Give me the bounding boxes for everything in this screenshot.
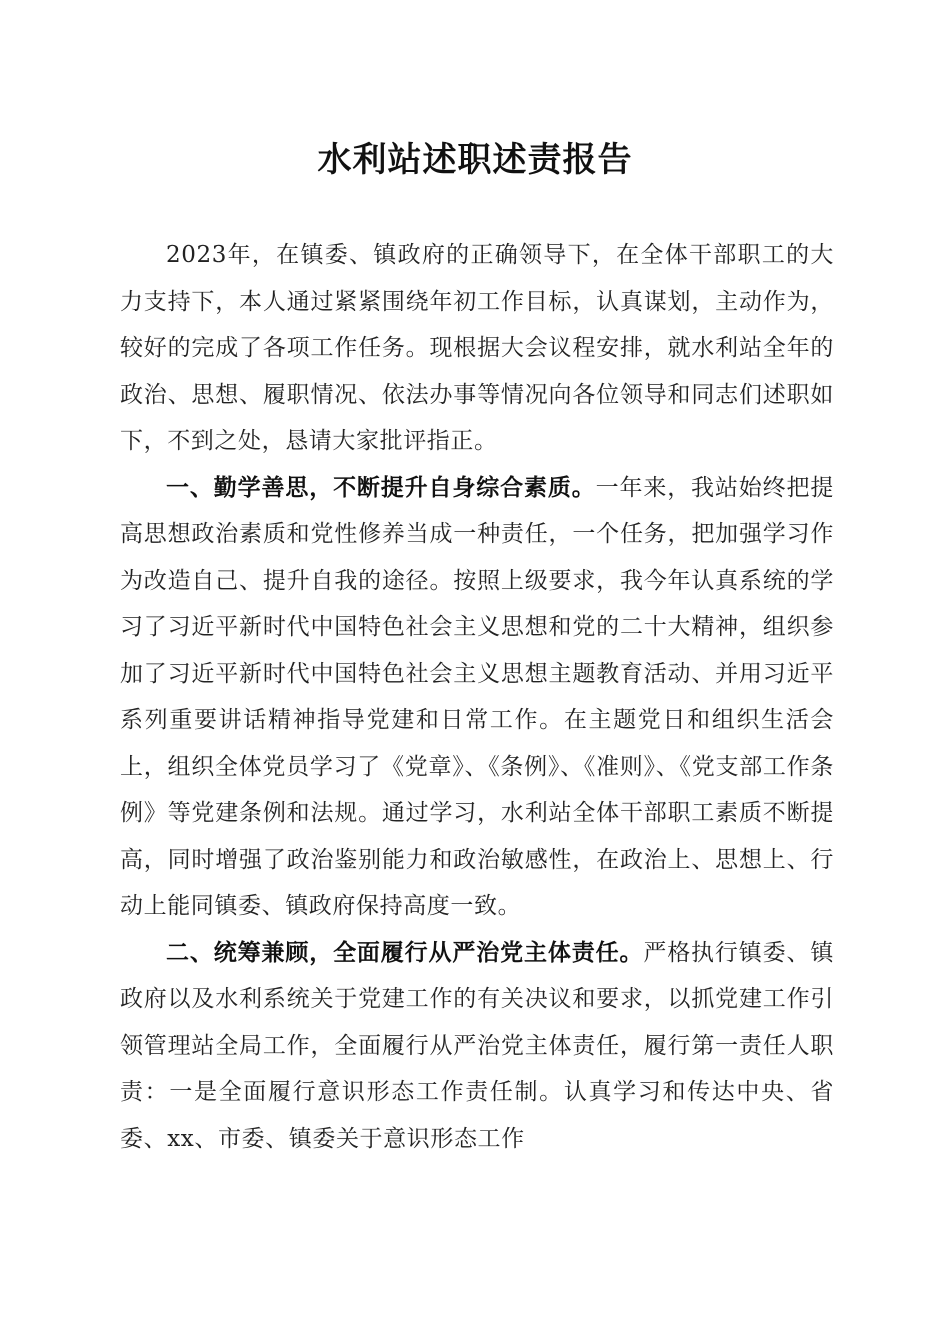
section-heading: 一、勤学善思，不断提升自身综合素质。 — [166, 474, 596, 501]
paragraph-section-2 — [120, 930, 834, 1163]
paragraph-text: 严格执行镇委、镇政府以及水利系统关于党建工作的有关决议和要求，以抓党建工作引领管理站全局工作，全面履行从严治党主体责任，履行第一责任人职责：一是全面履行意识形态工作责任制。认真学习和传达中央、省委、xx、市委、镇委关于意识形态工作 — [120, 939, 834, 1152]
paragraph-section-1 — [120, 465, 834, 930]
section-heading: 二、统筹兼顾，全面履行从严治党主体责任。 — [166, 939, 644, 966]
paragraph-intro — [120, 232, 834, 465]
document-body — [120, 232, 834, 1162]
paragraph-text: 2023年，在镇委、镇政府的正确领导下，在全体干部职工的大力支持下，本人通过紧紧围绕年初工作目标，认真谋划，主动作为，较好的完成了各项工作任务。现根据大会议程安排，就水利站全年的政治、思想、履职情况、依法办事等情况向各位领导和同志们述职如下，不到之处，恳请大家批评指正。 — [120, 242, 834, 454]
document-title: 水利站述职述责报告 — [317, 140, 633, 180]
paragraph-text: 一年来，我站始终把提高思想政治素质和党性修养当成一种责任，一个任务，把加强学习作为改造自己、提升自我的途径。按照上级要求，我今年认真系统的学习了习近平新时代中国特色社会主义思想和党的二十大精神，组织参加了习近平新时代中国特色社会主义思想主题教育活动、并用习近平系列重要讲话精神指导党建和日常工作。在主题党日和组织生活会上，组织全体党员学习了《党章》、《条例》、《准则》、《党支部工作条例》等党建条例和法规。通过学习，水利站全体干部职工素质不断提高，同时增强了政治鉴别能力和政治敏感性，在政治上、思想上、行动上能同镇委、镇政府保持高度一致。 — [120, 474, 834, 919]
